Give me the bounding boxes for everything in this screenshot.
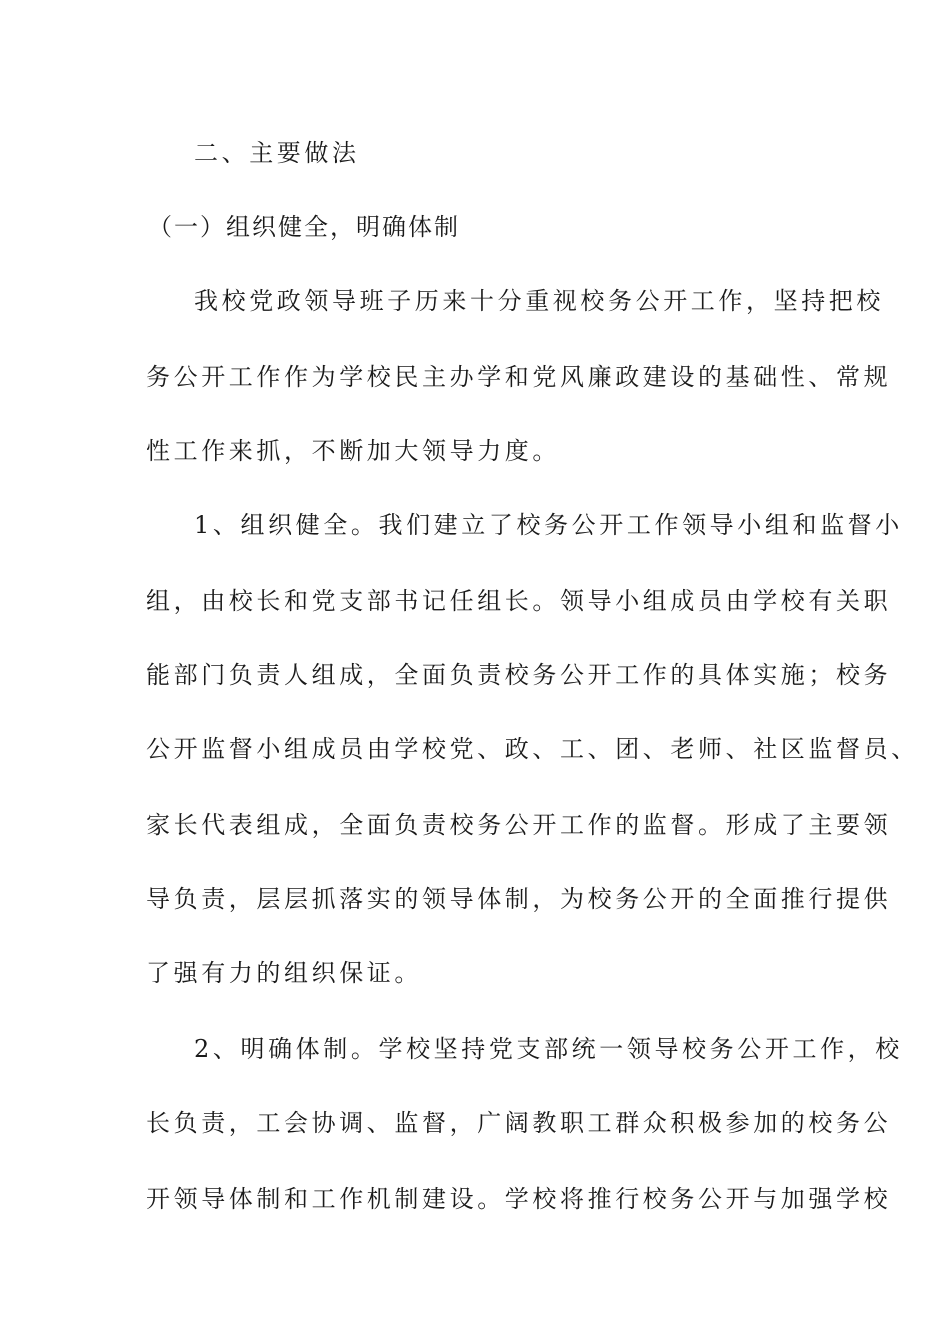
subheading: （一）组织健全，明确体制 <box>148 213 460 241</box>
paragraph-line: 务公开工作作为学校民主办学和党风廉政建设的基础性、常规 <box>146 363 892 391</box>
paragraph-line: 能部门负责人组成，全面负责校务公开工作的具体实施；校务 <box>146 661 892 689</box>
paragraph-line: 家长代表组成，全面负责校务公开工作的监督。形成了主要领 <box>146 811 892 839</box>
paragraph-line: 组，由校长和党支部书记任组长。领导小组成员由学校有关职 <box>146 587 892 615</box>
paragraph-line: 了强有力的组织保证。 <box>146 959 422 987</box>
paragraph-line: 长负责，工会协调、监督，广阔教职工群众积极参加的校务公 <box>146 1109 892 1137</box>
paragraph-line: 2、明确体制。学校坚持党支部统一领导校务公开工作，校 <box>194 1035 903 1063</box>
paragraph-line: 我校党政领导班子历来十分重视校务公开工作，坚持把校 <box>194 287 884 315</box>
section-heading: 二、主要做法 <box>194 139 360 167</box>
paragraph-line: 公开监督小组成员由学校党、政、工、团、老师、社区监督员、 <box>146 735 919 763</box>
paragraph-line: 性工作来抓，不断加大领导力度。 <box>146 437 560 465</box>
paragraph-line: 开领导体制和工作机制建设。学校将推行校务公开与加强学校 <box>146 1185 892 1213</box>
paragraph-line: 导负责，层层抓落实的领导体制，为校务公开的全面推行提供 <box>146 885 892 913</box>
paragraph-line: 1、组织健全。我们建立了校务公开工作领导小组和监督小 <box>194 511 903 539</box>
